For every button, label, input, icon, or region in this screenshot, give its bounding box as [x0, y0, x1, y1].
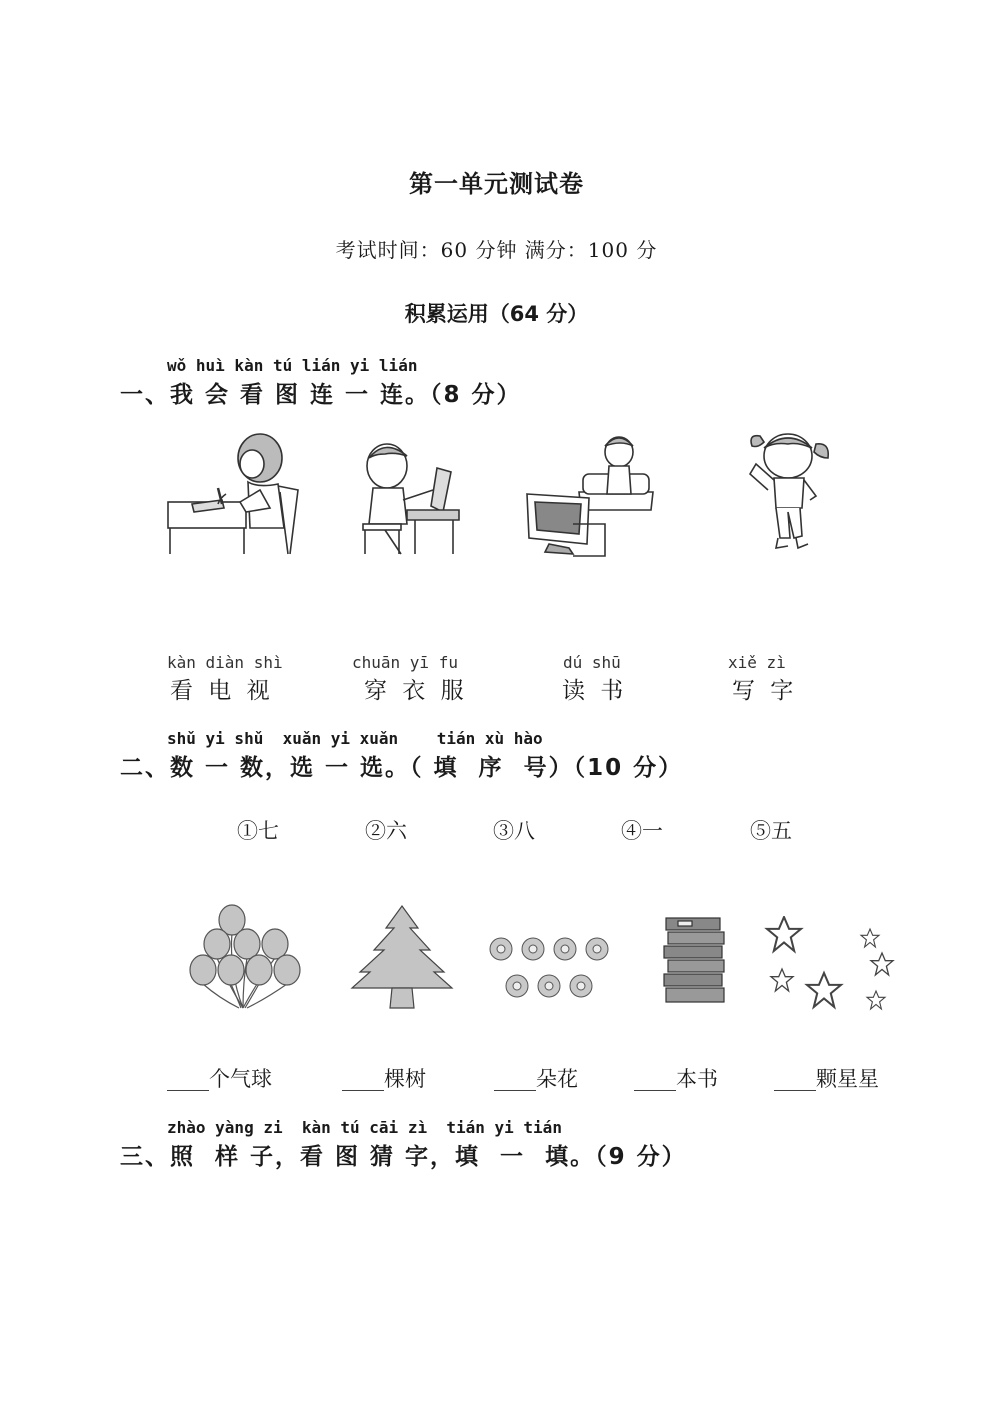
books-illustration [660, 914, 728, 1010]
option: ③八 [493, 819, 535, 843]
writing-illustration [160, 428, 310, 558]
tree-illustration [348, 904, 456, 1010]
reading-illustration [355, 440, 465, 558]
section-heading: 积累运用（64 分） [404, 302, 589, 326]
q1-pinyin: wǒ huì kàn tú lián yi lián [167, 356, 418, 375]
q1-word: 写 字 [732, 678, 798, 704]
q1-word-pinyin: dú shū [563, 653, 621, 672]
q1-word: 看 电 视 [170, 678, 274, 704]
option: ②六 [365, 819, 407, 843]
stars-illustration [762, 916, 896, 1012]
exam-info: 考试时间：60 分钟 满分：100 分 [335, 238, 658, 262]
fill-blank[interactable]: ____棵树 [342, 1067, 426, 1091]
q1-word-pinyin: kàn diàn shì [167, 653, 283, 672]
option: ⑤五 [750, 819, 792, 843]
q1-word: 读 书 [562, 678, 628, 704]
option: ①七 [237, 819, 279, 843]
option: ④一 [621, 819, 663, 843]
q2-heading: 二、数 一 数，选 一 选。（ 填 序 号）（10 分） [120, 755, 684, 781]
fill-blank[interactable]: ____朵花 [494, 1067, 578, 1091]
fill-blank[interactable]: ____个气球 [167, 1067, 272, 1091]
tv-watching-illustration [525, 434, 657, 558]
q1-word: 穿 衣 服 [364, 678, 468, 704]
dressing-illustration [738, 424, 838, 558]
fill-blank[interactable]: ____本书 [634, 1067, 718, 1091]
fill-blank[interactable]: ____颗星星 [774, 1067, 879, 1091]
flowers-illustration [487, 934, 613, 1002]
balloons-illustration [183, 902, 305, 1012]
q1-word-pinyin: xiě zì [728, 653, 786, 672]
q1-heading: 一、我 会 看 图 连 一 连。（8 分） [120, 382, 522, 408]
q3-pinyin: zhào yàng zi kàn tú cāi zì tián yi tián [167, 1118, 562, 1137]
q1-word-pinyin: chuān yī fu [352, 653, 458, 672]
q2-pinyin: shǔ yi shǔ xuǎn yi xuǎn tián xù hào [167, 729, 543, 748]
q3-heading: 三、照 样 子，看 图 猜 字，填 一 填。（9 分） [120, 1144, 687, 1170]
page-title: 第一单元测试卷 [409, 170, 584, 198]
